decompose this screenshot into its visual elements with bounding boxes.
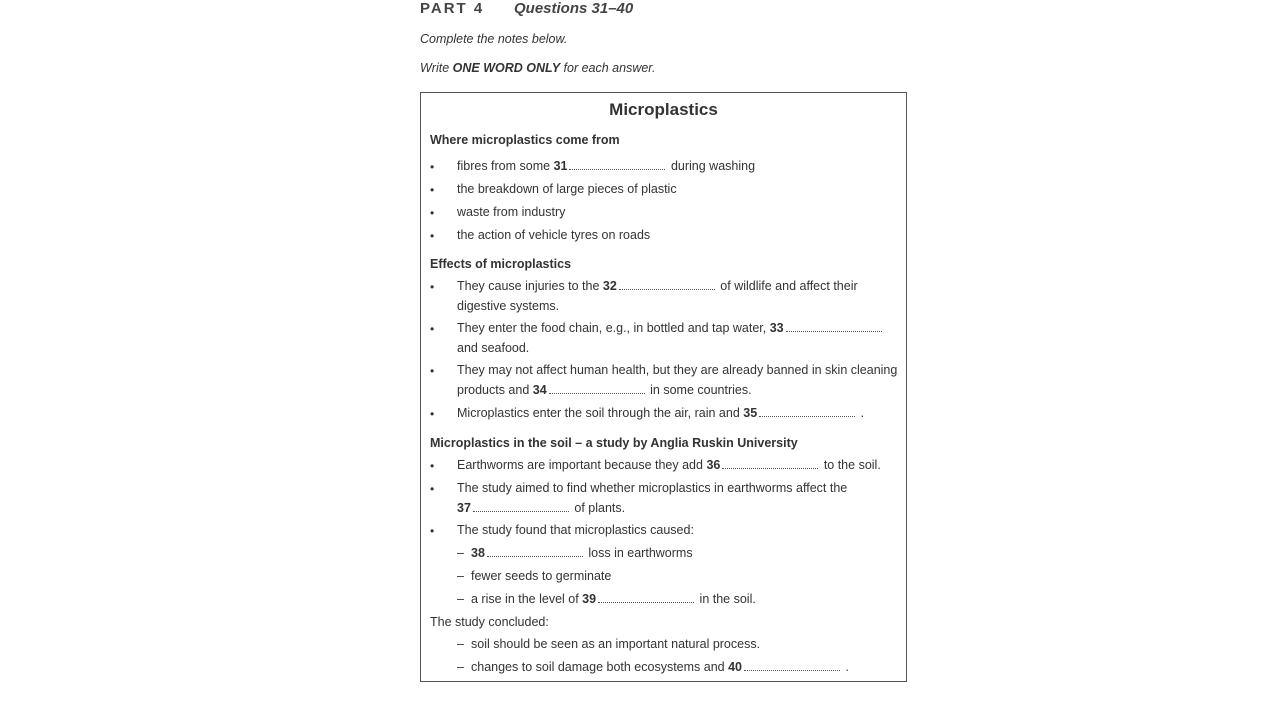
- answer-gap-33[interactable]: [786, 322, 882, 332]
- instruction-complete: Complete the notes below.: [420, 32, 568, 46]
- dash: –: [457, 592, 464, 606]
- note-line: soil should be seen as an important natural process.: [471, 637, 761, 651]
- bullet: •: [430, 280, 435, 294]
- note-line: waste from industry: [457, 205, 566, 219]
- note-line-q40: changes to soil damage both ecosystems and 40 .: [471, 660, 849, 674]
- note-line-continued: and seafood.: [457, 341, 530, 355]
- notes-title: Microplastics: [609, 100, 718, 119]
- section-heading-effects: Effects of microplastics: [430, 257, 572, 271]
- section-heading-soil-study: Microplastics in the soil – a study by Anglia Ruskin University: [430, 436, 798, 450]
- answer-gap-40[interactable]: [744, 661, 840, 671]
- bullet: •: [430, 364, 435, 378]
- bullet: •: [430, 229, 435, 243]
- note-line: the breakdown of large pieces of plastic: [457, 182, 677, 196]
- bullet: •: [430, 459, 435, 473]
- answer-gap-34[interactable]: [549, 384, 645, 394]
- dash: –: [457, 637, 464, 651]
- note-line-q39: a rise in the level of 39 in the soil.: [471, 592, 756, 606]
- answer-gap-38[interactable]: [487, 547, 583, 557]
- bullet: •: [430, 407, 435, 421]
- bullet: •: [430, 482, 435, 496]
- answer-gap-36[interactable]: [722, 459, 818, 469]
- dash: –: [457, 569, 464, 583]
- answer-gap-37[interactable]: [473, 502, 569, 512]
- note-line: They may not affect human health, but they are already banned in skin cleaning: [457, 363, 898, 377]
- note-line-q34: products and 34 in some countries.: [457, 383, 752, 397]
- note-line-q35: Microplastics enter the soil through the air, rain and 35 .: [457, 406, 865, 420]
- notes-box: [420, 92, 907, 682]
- note-line-q36: Earthworms are important because they add 36 to the soil.: [457, 458, 881, 472]
- bullet: •: [430, 183, 435, 197]
- note-line-q38: 38 loss in earthworms: [471, 546, 693, 560]
- note-line: fewer seeds to germinate: [471, 569, 612, 583]
- part-label: PART 4: [420, 0, 485, 17]
- note-line: The study found that microplastics caused:: [457, 523, 694, 537]
- answer-gap-31[interactable]: [569, 160, 665, 170]
- note-line: the action of vehicle tyres on roads: [457, 228, 651, 242]
- bullet: •: [430, 160, 435, 174]
- note-line-q33: They enter the food chain, e.g., in bottled and tap water, 33: [457, 321, 884, 335]
- instruction-word-limit: Write ONE WORD ONLY for each answer.: [420, 61, 656, 75]
- exam-header: [420, 0, 910, 75]
- bullet: •: [430, 206, 435, 220]
- answer-gap-39[interactable]: [598, 593, 694, 603]
- note-line-q32: They cause injuries to the 32 of wildlife and affect their: [457, 279, 858, 293]
- bullet: •: [430, 322, 435, 336]
- note-line-q37: 37 of plants.: [457, 501, 626, 515]
- note-line-continued: digestive systems.: [457, 299, 560, 313]
- dash: –: [457, 546, 464, 560]
- answer-gap-32[interactable]: [619, 280, 715, 290]
- section-heading-sources: Where microplastics come from: [430, 133, 620, 147]
- question-range: Questions 31–40: [514, 0, 634, 17]
- note-line-q31: fibres from some 31 during washing: [457, 159, 756, 173]
- note-line: The study concluded:: [430, 615, 549, 629]
- dash: –: [457, 660, 464, 674]
- answer-gap-35[interactable]: [759, 407, 855, 417]
- bullet: •: [430, 524, 435, 538]
- part-line: [420, 0, 910, 22]
- note-line: The study aimed to find whether microplastics in earthworms affect the: [457, 481, 848, 495]
